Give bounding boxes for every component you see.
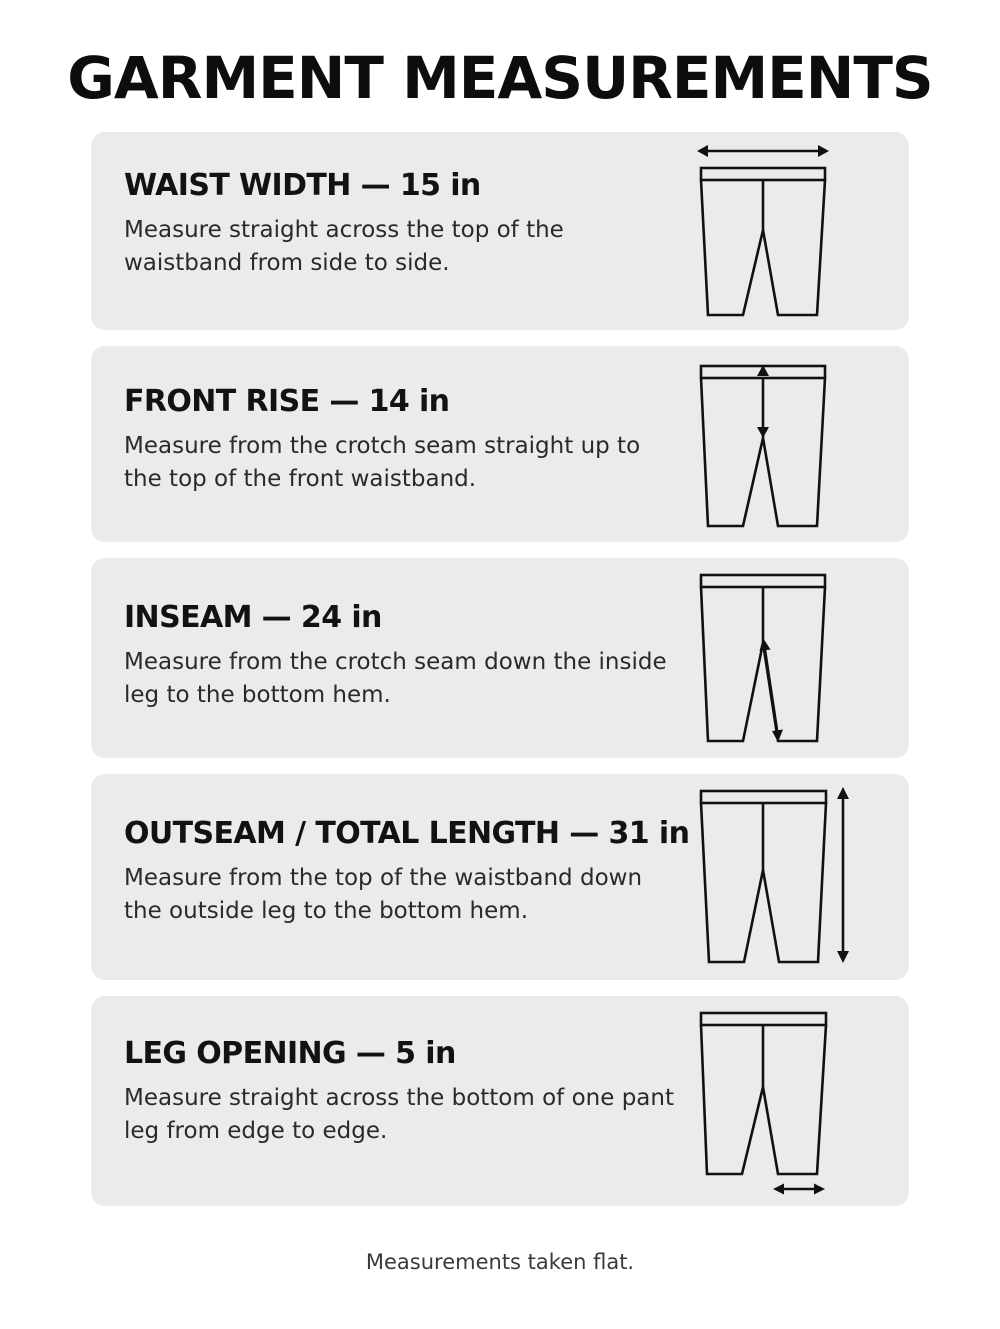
front-rise-description: Measure from the crotch seam straight up to the top of the front waistband. xyxy=(124,433,641,492)
front-rise-card xyxy=(91,346,909,542)
front-rise-text xyxy=(124,384,684,496)
outseam-card xyxy=(91,774,909,980)
front-rise-heading: FRONT RISE — 14 in xyxy=(124,384,450,419)
outseam-text xyxy=(124,816,690,928)
outseam-heading: OUTSEAM / TOTAL LENGTH — 31 in xyxy=(124,816,690,851)
waist-width-card xyxy=(91,132,909,330)
waist-width-heading: WAIST WIDTH — 15 in xyxy=(124,168,481,203)
inseam-text xyxy=(124,600,684,712)
footnote: Measurements taken flat. xyxy=(365,1250,635,1274)
pants-inseam-icon xyxy=(686,558,886,758)
inseam-heading: INSEAM — 24 in xyxy=(124,600,382,635)
leg-opening-text xyxy=(124,1036,684,1148)
inseam-description: Measure from the crotch seam down the inside leg to the bottom hem. xyxy=(124,649,667,708)
page-title: GARMENT MEASUREMENTS xyxy=(67,44,933,112)
inseam-card xyxy=(91,558,909,758)
pants-waist-width-icon xyxy=(686,132,886,330)
leg-opening-description: Measure straight across the bottom of one pant leg from edge to edge. xyxy=(124,1085,674,1144)
pants-outseam-icon xyxy=(686,774,886,980)
pants-leg-opening-icon xyxy=(686,996,886,1206)
leg-opening-card xyxy=(91,996,909,1206)
waist-width-text xyxy=(124,168,684,280)
leg-opening-heading: LEG OPENING — 5 in xyxy=(124,1036,456,1071)
pants-front-rise-icon xyxy=(686,346,886,542)
outseam-description: Measure from the top of the waistband down the outside leg to the bottom hem. xyxy=(124,865,643,924)
measurement-list xyxy=(91,132,909,1222)
waist-width-description: Measure straight across the top of the waistband from side to side. xyxy=(124,217,564,276)
